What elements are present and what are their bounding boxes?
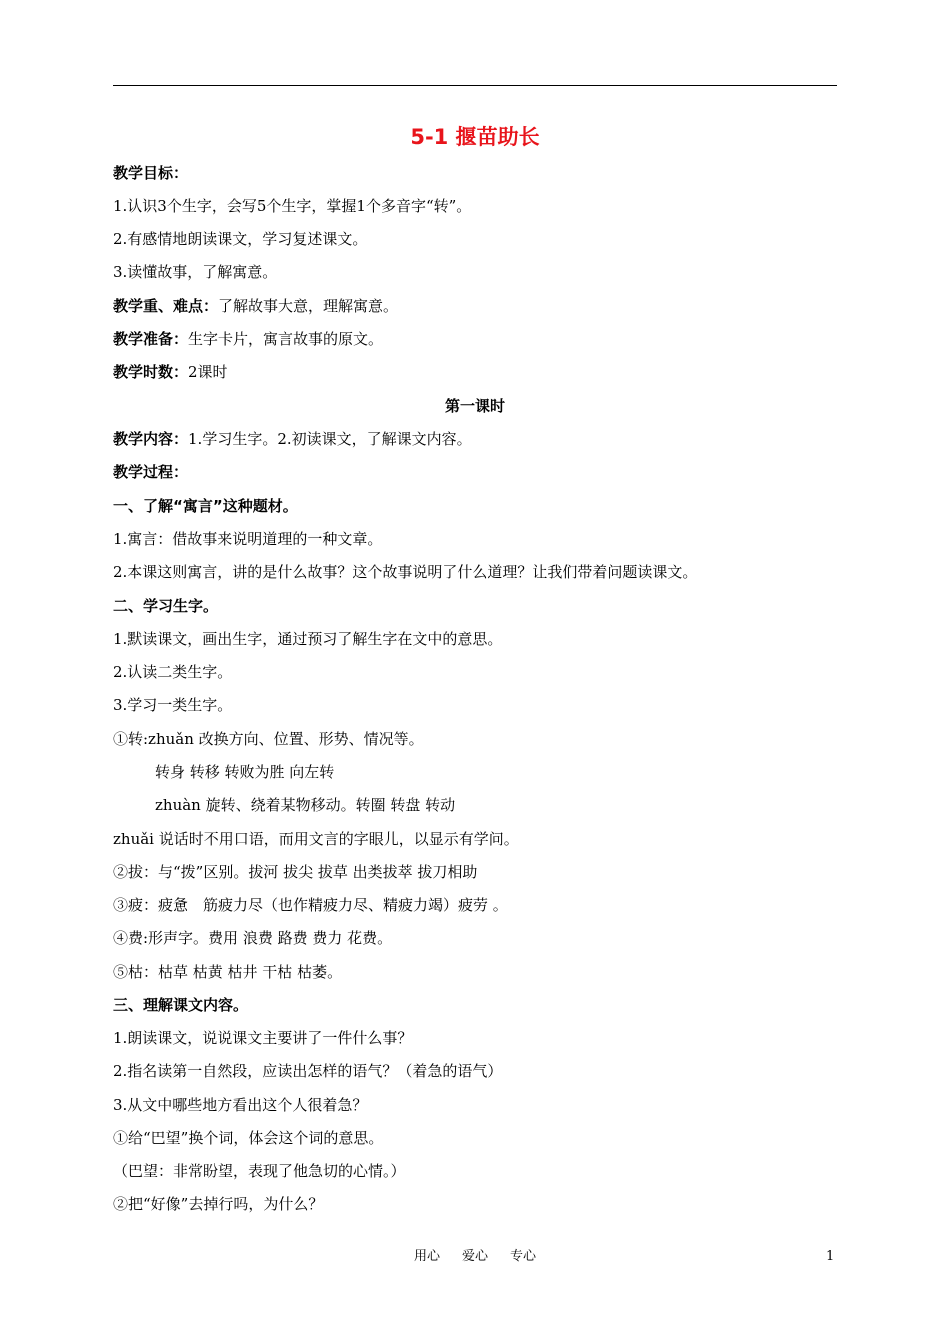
footer-word: 爱心 xyxy=(461,1249,488,1264)
section1-item: 2.本课这则寓言，讲的是什么故事？这个故事说明了什么道理？让我们带着问题读课文。 xyxy=(113,563,698,581)
section1-item: 1.寓言：借故事来说明道理的一种文章。 xyxy=(113,530,383,548)
section2-item: 1.默读课文，画出生字，通过预习了解生字在文中的意思。 xyxy=(113,630,503,648)
objectives-label: 教学目标： xyxy=(113,164,189,182)
section3-item: 2.指名读第一自然段，应读出怎样的语气？（着急的语气） xyxy=(113,1062,503,1080)
footer-motto xyxy=(0,1247,950,1267)
section3-item: ②把“好像”去掉行吗，为什么？ xyxy=(113,1195,324,1213)
section2-item: zhuǎi 说话时不用口语，而用文言的字眼儿，以显示有学问。 xyxy=(113,830,519,848)
section3-item: 3.从文中哪些地方看出这个人很着急？ xyxy=(113,1096,368,1114)
section2-heading: 二、学习生字。 xyxy=(113,597,219,615)
objective-1: 1.认识3个生字，会写5个生字，掌握1个多音字“转”。 xyxy=(113,197,472,215)
preparation-text: 生字卡片，寓言故事的原文。 xyxy=(188,330,384,348)
section3-item: （巴望：非常盼望，表现了他急切的心情。） xyxy=(113,1162,406,1180)
page-number: 1 xyxy=(826,1249,835,1264)
section2-item: ④费:形声字。费用 浪费 路费 费力 花费。 xyxy=(113,929,393,947)
key-points-text: 了解故事大意，理解寓意。 xyxy=(218,297,399,315)
preparation xyxy=(113,328,383,350)
section3-item: 1.朗读课文，说说课文主要讲了一件什么事？ xyxy=(113,1029,413,1047)
key-points-label: 教学重、难点： xyxy=(113,297,219,315)
section2-item: 转身 转移 转败为胜 向左转 xyxy=(155,763,335,781)
section2-item: 3.学习一类生字。 xyxy=(113,696,233,714)
section3-item: ①给“巴望”换个词，体会这个词的意思。 xyxy=(113,1129,384,1147)
section2-item: ①转:zhuǎn 改换方向、位置、形势、情况等。 xyxy=(113,730,424,748)
section2-item: ②拔：与“拨”区别。拔河 拔尖 拔草 出类拔萃 拔刀相助 xyxy=(113,863,478,881)
objective-2: 2.有感情地朗读课文，学习复述课文。 xyxy=(113,230,368,248)
process-label: 教学过程： xyxy=(113,463,189,481)
content xyxy=(113,428,472,450)
page-title: 5-1 揠苗助长 xyxy=(410,125,540,149)
preparation-label: 教学准备： xyxy=(113,330,189,348)
section2-item: ⑤枯：枯草 枯黄 枯井 干枯 枯萎。 xyxy=(113,963,343,981)
section2-item: 2.认读二类生字。 xyxy=(113,663,233,681)
objective-3: 3.读懂故事，了解寓意。 xyxy=(113,263,278,281)
section2-item: ③疲：疲惫 筋疲力尽（也作精疲力尽、精疲力竭）疲劳 。 xyxy=(113,896,508,914)
key-points xyxy=(113,295,398,317)
footer-word: 专心 xyxy=(510,1249,537,1264)
section1-heading: 一、了解“寓言”这种题材。 xyxy=(113,497,298,515)
section2-item: zhuàn 旋转、绕着某物移动。转圈 转盘 转动 xyxy=(155,796,456,814)
hours-text: 2课时 xyxy=(188,363,228,381)
content-label: 教学内容： xyxy=(113,430,189,448)
hours xyxy=(113,361,228,383)
footer-word: 用心 xyxy=(413,1249,440,1264)
hours-label: 教学时数： xyxy=(113,363,189,381)
lesson-heading: 第一课时 xyxy=(444,397,505,415)
header-rule xyxy=(113,85,837,86)
content-text: 1.学习生字。2.初读课文，了解课文内容。 xyxy=(188,430,472,448)
section3-heading: 三、理解课文内容。 xyxy=(113,996,249,1014)
